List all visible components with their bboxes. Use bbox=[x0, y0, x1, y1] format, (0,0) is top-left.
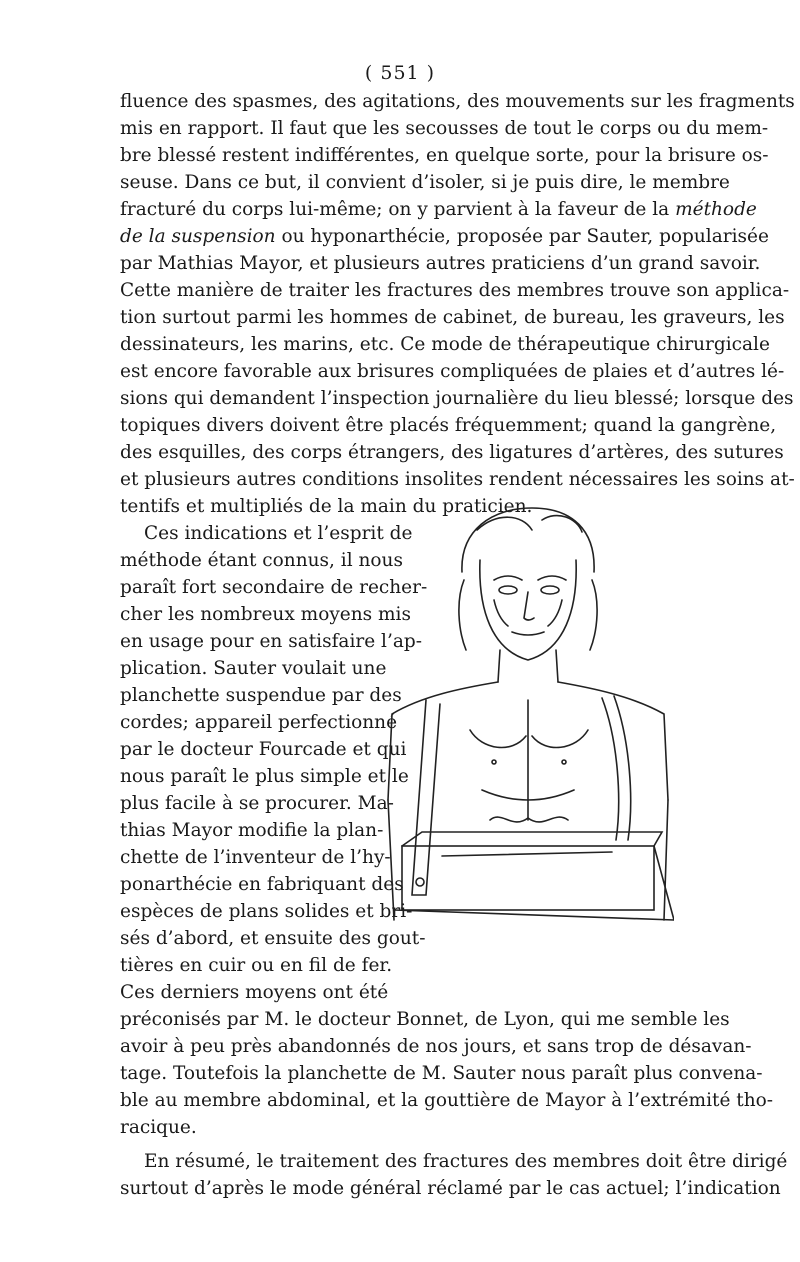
text-line: par le docteur Fourcade et qui bbox=[120, 739, 407, 760]
text-line: plication. Sauter voulait une bbox=[120, 658, 387, 679]
text-line: thias Mayor modifie la plan- bbox=[120, 820, 384, 841]
text-line: en usage pour en satisfaire l’ap- bbox=[120, 631, 422, 652]
text-line: mis en rapport. Il faut que les secousses de tout le corps ou du mem- bbox=[120, 118, 769, 139]
text-line: surtout d’après le mode général réclamé par le cas actuel; l’indication bbox=[120, 1178, 781, 1199]
text-line: bre blessé restent indifférentes, en quelque sorte, pour la brisure os- bbox=[120, 145, 769, 166]
text-line: et plusieurs autres conditions insolites rendent nécessaires les soins at- bbox=[120, 469, 795, 490]
text-line: tion surtout parmi les hommes de cabinet, de bureau, les graveurs, les bbox=[120, 307, 785, 328]
text-line: tières en cuir ou en fil de fer. bbox=[120, 955, 393, 976]
text-line-with-italic bbox=[120, 196, 757, 223]
text-line: fluence des spasmes, des agitations, des mouvements sur les fragments bbox=[120, 91, 795, 112]
text-line: espèces de plans solides et bri- bbox=[120, 901, 413, 922]
text-line: sions qui demandent l’inspection journalière du lieu blessé; lorsque des bbox=[120, 388, 794, 409]
text-line: dessinateurs, les marins, etc. Ce mode de thérapeutique chirurgicale bbox=[120, 334, 770, 355]
text-segment: ou hyponarthécie, proposée par Sauter, popularisée bbox=[281, 226, 769, 247]
text-line: cher les nombreux moyens mis bbox=[120, 604, 411, 625]
italic-term: de la suspension bbox=[120, 226, 276, 247]
text-line: est encore favorable aux brisures compliquées de plaies et d’autres lé- bbox=[120, 361, 785, 382]
text-line: ponarthécie en fabriquant des bbox=[120, 874, 404, 895]
text-line: nous paraît le plus simple et le bbox=[120, 766, 409, 787]
text-line: ble au membre abdominal, et la gouttière de Mayor à l’extrémité tho- bbox=[120, 1090, 774, 1111]
text-line: sés d’abord, et ensuite des gout- bbox=[120, 928, 426, 949]
text-line: Cette manière de traiter les fractures des membres trouve son applica- bbox=[120, 280, 790, 301]
text-line: des esquilles, des corps étrangers, des ligatures d’artères, des sutures bbox=[120, 442, 784, 463]
text-line: par Mathias Mayor, et plusieurs autres praticiens d’un grand savoir. bbox=[120, 253, 761, 274]
text-line: cordes; appareil perfectionné bbox=[120, 712, 398, 733]
text-line-with-italic bbox=[120, 223, 769, 250]
text-line: plus facile à se procurer. Ma- bbox=[120, 793, 394, 814]
text-line: méthode étant connus, il nous bbox=[120, 550, 403, 571]
page-number: ( 551 ) bbox=[364, 62, 436, 84]
suspension-apparatus-illustration bbox=[382, 500, 674, 935]
text-line: planchette suspendue par des bbox=[120, 685, 402, 706]
text-line: racique. bbox=[120, 1117, 197, 1138]
text-line: Ces derniers moyens ont été bbox=[120, 982, 389, 1003]
text-line: chette de l’inventeur de l’hy- bbox=[120, 847, 391, 868]
text-line: tage. Toutefois la planchette de M. Sauter nous paraît plus convena- bbox=[120, 1063, 763, 1084]
text-segment: fracturé du corps lui-même; on y parvient à la faveur de la bbox=[120, 199, 670, 220]
text-line: Ces indications et l’esprit de bbox=[144, 523, 413, 544]
text-line: avoir à peu près abandonnés de nos jours, et sans trop de désavan- bbox=[120, 1036, 752, 1057]
text-line: préconisés par M. le docteur Bonnet, de Lyon, qui me semble les bbox=[120, 1009, 730, 1030]
text-line: paraît fort secondaire de recher- bbox=[120, 577, 428, 598]
text-line: En résumé, le traitement des fractures des membres doit être dirigé bbox=[144, 1151, 788, 1172]
text-line: seuse. Dans ce but, il convient d’isoler, si je puis dire, le membre bbox=[120, 172, 730, 193]
text-line: topiques divers doivent être placés fréquemment; quand la gangrène, bbox=[120, 415, 777, 436]
italic-term: méthode bbox=[675, 199, 757, 220]
text-line: tentifs et multipliés de la main du praticien. bbox=[120, 496, 533, 517]
engraving-figure bbox=[382, 500, 674, 935]
